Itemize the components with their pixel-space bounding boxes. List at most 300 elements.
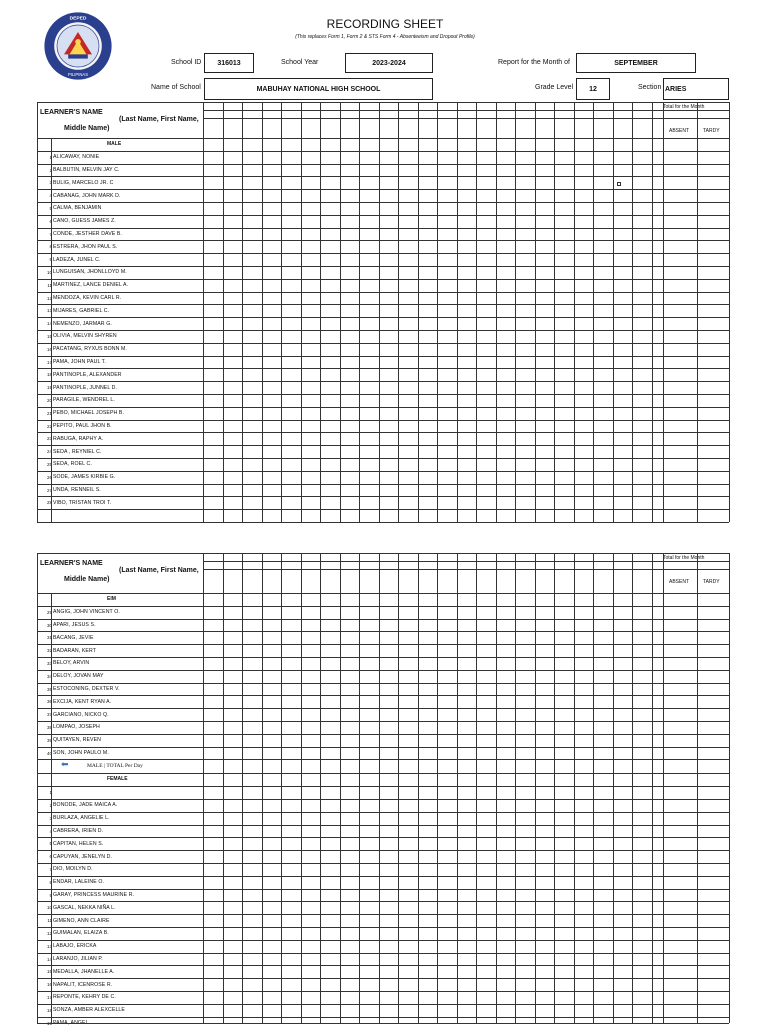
row-number: 3 [49,180,52,186]
row-number: 17 [46,994,52,1000]
grid-line [37,496,729,497]
row-number: 6 [49,218,52,224]
grid-line [301,553,302,1023]
learner-name: MIJARES, GABRIEL C. [53,307,110,314]
grid-line [37,927,729,928]
grid-line [457,102,458,522]
learner-name: OLIVIA, MELVIN SHYREN [53,333,117,340]
row-number: 3 [49,815,52,821]
learner-row [37,330,203,343]
grid-line [37,432,729,433]
learner-row [37,304,203,317]
learner-row [37,889,203,902]
learner-name: CANO, GUESS JAMES Z. [53,218,116,225]
row-number: 13 [46,943,52,949]
learner-row [37,407,203,420]
absent-header: ABSENT [669,128,690,134]
learner-name: CABRERA, IRIEN D. [53,828,104,835]
row-number: 30 [46,622,52,628]
school-year-label: School Year [281,59,319,66]
grid-line [37,901,729,902]
grid-line [281,553,282,1023]
learner-row [37,496,203,509]
grid-line [281,102,282,522]
grid-line [37,215,729,216]
grid-line [37,965,729,966]
grid-line [37,991,729,992]
learner-name: ESTRERA, JHON PAUL S. [53,243,118,250]
learner-name: MENDOZA, KEVIN CARL R. [53,295,122,302]
deped-seal-logo [43,11,113,81]
learner-name: PEBO, MICHAEL JOSEPH B. [53,410,125,417]
sheet-subtitle: (This replaces Form 1, Form 2 & STS Form 4 - Absenteeism and Dropout Profile) [295,34,475,40]
learner-name: LADEZA, JUNEL C. [53,256,101,263]
total-month-header: Total for the Month [663,104,705,110]
learner-row [37,644,203,657]
grid-line [37,407,729,408]
grid-line [574,102,575,522]
grid-line [515,102,516,522]
report-month-field[interactable]: SEPTEMBER [576,53,696,73]
learner-row [37,825,203,838]
grid-line [37,940,729,941]
section-field[interactable]: ARIES [663,78,729,100]
grid-line [398,553,399,1023]
grid-line [37,151,729,152]
row-number: 40 [46,750,52,756]
row-number: 20 [46,397,52,403]
learner-name: LABAJO, ERICKA [53,943,97,950]
grid-line [37,1017,729,1018]
learner-row [37,228,203,241]
learner-row [37,631,203,644]
row-number: 38 [46,724,52,730]
learner-row [37,279,203,292]
grid-line [37,202,729,203]
row-number: 14 [46,956,52,962]
learner-name: LARANJO, JILIAN P. [53,956,103,963]
learner-name: ENDAR, LALEINE O. [53,879,104,886]
learner-row [37,151,203,164]
learner-row [37,317,203,330]
row-number: 23 [46,436,52,442]
grid-line [37,394,729,395]
section-row-eim [37,593,203,606]
grid-line [51,593,52,1023]
grid-line [37,102,729,103]
row-number: 4 [49,828,52,834]
grid-line [37,734,729,735]
learner-row [37,381,203,394]
row-number: 18 [46,1007,52,1013]
grade-level-field[interactable]: 12 [576,78,610,100]
learner-row [37,606,203,619]
grid-line [37,317,729,318]
grid-line [37,683,729,684]
grid-line [203,102,204,522]
grid-line [320,102,321,522]
learner-row [37,420,203,433]
learner-name: GARCIANO, NICKO Q. [53,711,109,718]
learner-name: APARI, JESUS S. [53,622,96,629]
learner-name: BACANG, JEVIE [53,634,94,641]
learner-name: BONODE, JADE MAICA A. [53,802,118,809]
row-number: 13 [46,308,52,314]
learner-row [37,940,203,953]
learner-name: BELOY, ARVIN [53,660,90,667]
learner-row [37,253,203,266]
grid-line [37,670,729,671]
learner-row [37,863,203,876]
middle-name-header: Middle Name) [64,125,110,132]
grid-line [37,420,729,421]
total-month-header-2: Total for the Month [663,555,705,561]
row-number: 12 [46,930,52,936]
grid-line [37,644,729,645]
grid-line [457,553,458,1023]
name-format-header: (Last Name, First Name, [119,116,199,123]
row-number: 24 [46,449,52,455]
section-label: Section [638,84,662,91]
grid-line [262,553,263,1023]
grid-line [37,253,729,254]
learner-row [37,368,203,381]
grid-line [613,102,614,522]
row-number: 35 [46,686,52,692]
grid-line [574,553,575,1023]
learner-name: GARAY, PRINCESS MAURINE R. [53,892,135,899]
learner-name: PAMA, ANGEL [53,1020,89,1026]
arrow-left-icon: ⬅ [61,759,69,770]
grid-line [37,747,729,748]
learner-row [37,965,203,978]
learner-name: SODE, JAMES KIRBIE G. [53,474,116,481]
learner-name-header-2: LEARNER'S NAME [40,560,103,567]
row-number: 32 [46,648,52,654]
grid-line [37,189,729,190]
learner-name: CAPITAN, HELEN S. [53,840,104,847]
learner-row [37,292,203,305]
learner-row [37,901,203,914]
grid-line [37,812,729,813]
learner-row [37,432,203,445]
grid-line [37,759,729,760]
grid-line [37,381,729,382]
learner-name: DIO, MOILYN D. [53,866,93,873]
learner-name: LUNGUISAN, JHONLLOYD M. [53,269,127,276]
school-name-field[interactable]: MABUHAY NATIONAL HIGH SCHOOL [204,78,433,100]
school-id-label: School ID [171,59,202,66]
grid-line [515,553,516,1023]
attendance-table-male [37,102,729,522]
grid-line [37,368,729,369]
grid-line [535,553,536,1023]
section-eim-label: EIM [107,596,116,602]
learner-row [37,683,203,696]
learner-name: SEDA , REYNIEL C. [53,448,102,455]
learner-row [37,837,203,850]
row-number: 39 [46,737,52,743]
row-number: 19 [46,385,52,391]
grid-line [554,102,555,522]
absent-header-2: ABSENT [669,579,690,585]
row-number: 31 [46,635,52,641]
row-number: 18 [46,372,52,378]
row-number: 28 [46,500,52,506]
grid-line [37,330,729,331]
row-number: 21 [46,410,52,416]
sheet-title: RECORDING SHEET [326,17,444,31]
row-number: 12 [46,295,52,301]
tardy-header: TARDY [703,128,720,134]
row-number: 7 [49,231,52,237]
grid-line [379,553,380,1023]
learner-name: ANGIG, JOHN VINCENT O. [53,609,120,616]
grid-line [359,553,360,1023]
learner-row [37,978,203,991]
section-male-label: MALE [107,141,122,147]
learner-row [37,1004,203,1017]
svg-text:PILIPINAS: PILIPINAS [67,72,89,78]
learner-row [37,708,203,721]
grid-line [37,863,729,864]
row-number: 14 [46,321,52,327]
learner-row [37,164,203,177]
grid-line [37,553,38,1023]
learner-name: UNDA, RENNEIL S. [53,487,101,494]
learner-name: SON, JOHN PAULO M. [53,750,109,757]
learner-name: GUIMALAN, ELAIZA B. [53,930,109,937]
svg-text:DEPED: DEPED [69,16,87,22]
grid-line [51,138,52,522]
grid-line [37,445,729,446]
row-number: 8 [49,879,52,885]
grid-line [37,773,729,774]
grid-line [301,102,302,522]
learner-name: REPONTE, KEHRY DE C. [53,994,116,1001]
learner-row [37,914,203,927]
grid-line [37,509,729,510]
row-number: 5 [49,841,52,847]
grid-line [37,786,729,787]
learner-row [37,240,203,253]
learner-row [37,812,203,825]
grid-line [223,553,224,1023]
row-number: 26 [46,474,52,480]
grid-line [320,553,321,1023]
grid-line [242,553,243,1023]
learner-name: PEPITO, PAUL JHON B. [53,423,112,430]
grid-line [37,631,729,632]
grid-line [632,553,633,1023]
row-number: 1 [49,154,52,160]
learner-row [37,670,203,683]
learner-name: ALICAWAY, NONIE [53,154,100,161]
grid-line [37,593,729,594]
grid-line [242,102,243,522]
learner-row [37,953,203,966]
grid-line [613,553,614,1023]
learner-row [37,394,203,407]
grid-line [729,102,730,522]
grid-line [37,266,729,267]
school-year-field[interactable]: 2023-2024 [345,53,433,73]
row-number: 25 [46,461,52,467]
learner-row [37,747,203,760]
name-format-header-2: (Last Name, First Name, [119,567,199,574]
grid-line [37,240,729,241]
learner-name: GIMENO, ANN CLAIRE [53,917,110,924]
attendance-mark[interactable] [617,182,621,186]
row-number: 10 [46,269,52,275]
grid-line [418,553,419,1023]
learner-name: NEMENZO, JARMAR G. [53,320,112,327]
grid-line [37,914,729,915]
grid-line [37,850,729,851]
grid-line [697,553,698,1023]
learner-name: PAMA, JOHN PAUL T. [53,359,106,366]
grid-line [37,799,729,800]
learner-row [37,850,203,863]
learner-name: NAPALIT, ICENROSE R. [53,981,113,988]
school-id-field[interactable]: 316013 [204,53,254,73]
learner-row [37,202,203,215]
learner-row [37,176,203,189]
row-number: 17 [46,359,52,365]
learner-row [37,876,203,889]
learner-name: CALMA, BENJAMIN [53,205,102,212]
row-number: 19 [46,1020,52,1026]
learner-row [37,471,203,484]
section-row-female [37,773,203,786]
row-number: 10 [46,905,52,911]
learner-name: QUITAYEN, REVEN [53,737,102,744]
learner-name-header: LEARNER'S NAME [40,109,103,116]
row-number: 16 [46,346,52,352]
row-number: 11 [47,918,52,924]
attendance-table-eim-female [37,553,729,1033]
learner-name: SONZA, AMBER ALEXCELLE [53,1007,125,1014]
grid-line [418,102,419,522]
grid-line [496,102,497,522]
grid-line [398,102,399,522]
learner-name: MARTINEZ, LANCE DENIEL A. [53,282,129,289]
row-number: 29 [46,609,52,615]
learner-name: BADARAN, KERT [53,647,97,654]
row-number: 2 [49,167,52,173]
learner-row [37,927,203,940]
learner-name: BURLAZA, ANGELIE L. [53,815,110,822]
row-number: 15 [46,333,52,339]
grid-line [476,553,477,1023]
grid-line [37,837,729,838]
learner-name: LOMPAO, JOSEPH [53,724,100,731]
row-number: 11 [47,282,52,288]
section-female-label: FEMALE [107,776,128,783]
grid-line [262,102,263,522]
learner-row [37,786,203,799]
grid-line [37,606,729,607]
grid-line [37,708,729,709]
grid-line [37,484,729,485]
row-number: 4 [49,193,52,199]
grid-line [476,102,477,522]
grid-line [223,102,224,522]
row-number: 22 [46,423,52,429]
grid-line [632,102,633,522]
learner-row [37,266,203,279]
row-number: 27 [46,487,52,493]
row-number: 16 [46,982,52,988]
learner-row [37,991,203,1004]
grid-line [593,102,594,522]
grid-line [37,304,729,305]
grid-line [697,102,698,522]
learner-name: CABANAG, JOHN MARK D. [53,192,121,199]
row-number: 15 [46,969,52,975]
grade-level-label: Grade Level [535,84,574,91]
middle-name-header-2: Middle Name) [64,576,110,583]
learner-row [37,484,203,497]
row-number: 8 [49,244,52,250]
school-name-label: Name of School [151,84,201,91]
row-number: 9 [49,892,52,898]
grid-line [37,102,38,522]
learner-row [37,445,203,458]
grid-line [203,553,204,1023]
learner-row [37,695,203,708]
grid-line [554,553,555,1023]
grid-line [37,1004,729,1005]
learner-name: SEDA, ROEL C. [53,461,92,468]
row-number: 1 [49,790,52,796]
grid-line [37,889,729,890]
grid-line [37,176,729,177]
learner-row [37,343,203,356]
learner-name: DELOY, JOVAN MAY [53,673,104,680]
section-row [37,138,203,151]
report-month-label: Report for the Month of [498,59,570,66]
learner-row [37,458,203,471]
row-number: 9 [49,257,52,263]
grid-line [37,164,729,165]
grid-line [340,553,341,1023]
row-number: 6 [49,854,52,860]
learner-row [37,619,203,632]
row-number: 2 [49,802,52,808]
learner-name: PANTINOPLE, JUNNEL D. [53,384,118,391]
learner-name: PANTINOPLE, ALEXANDER [53,371,122,378]
learner-row [37,215,203,228]
learner-row [37,721,203,734]
learner-name: RABUGA, RAPHY A. [53,435,104,442]
grid-line [37,721,729,722]
learner-row [37,734,203,747]
row-number: 33 [46,660,52,666]
male-total-row [37,759,203,773]
grid-line [729,553,730,1023]
grid-line [535,102,536,522]
grid-line [37,471,729,472]
row-number: 7 [49,866,52,872]
grid-line [37,619,729,620]
learner-name: CAPUYAN, JENELYN D. [53,853,113,860]
learner-name: PARAGILE, WENDREL L. [53,397,115,404]
grid-line [37,228,729,229]
learner-row [37,189,203,202]
row-number: 34 [46,673,52,679]
learner-name: GASCAL, NEKKA NIÑA L. [53,904,116,911]
